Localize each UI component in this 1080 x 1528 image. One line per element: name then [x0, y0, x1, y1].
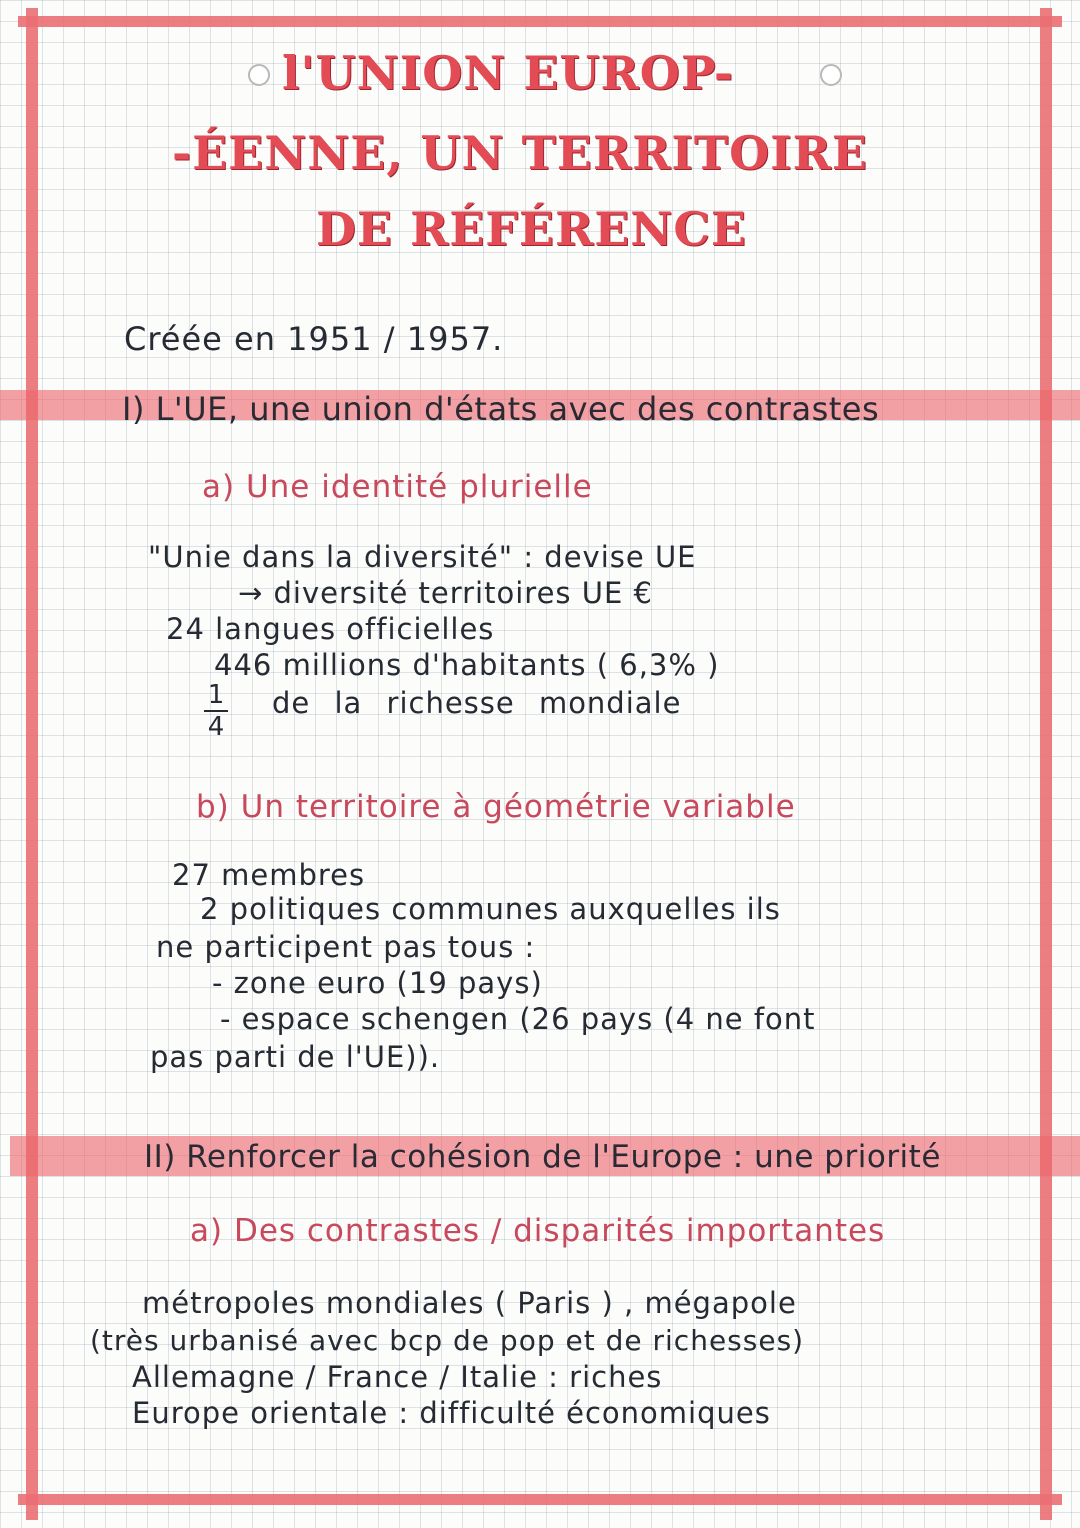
title-line-2: -ÉENNE, UN TERRITOIRE: [172, 126, 868, 180]
s2a-line-1: métropoles mondiales ( Paris ) , mégapole: [142, 1286, 797, 1320]
section-1-heading: I) L'UE, une union d'états avec des contrastes: [122, 390, 880, 428]
s1a-line-3: 24 langues officielles: [166, 612, 495, 646]
border-left: [26, 8, 38, 1520]
section-2-heading: II) Renforcer la cohésion de l'Europe : une priorité: [144, 1139, 941, 1175]
title-line-3: DE RÉFÉRENCE: [316, 202, 747, 256]
s1a-line-1: "Unie dans la diversité" : devise UE: [148, 540, 697, 574]
s2a-line-3: Allemagne / France / Italie : riches: [132, 1360, 663, 1394]
intro-line: Créée en 1951 / 1957.: [124, 320, 504, 358]
s1b-line-5: - espace schengen (26 pays (4 ne font: [220, 1002, 816, 1036]
hole-punch-right: [820, 64, 842, 86]
s1b-line-1: 27 membres: [172, 858, 366, 892]
s1b-line-3: ne participent pas tous :: [156, 930, 536, 964]
border-right: [1040, 8, 1052, 1520]
s1a-line-4: 446 millions d'habitants ( 6,3% ): [214, 648, 720, 682]
subsection-1b-heading: b) Un territoire à géométrie variable: [196, 789, 796, 825]
border-top: [18, 16, 1062, 27]
s1a-line-5: de la richesse mondiale: [272, 686, 682, 720]
s1a-line-2: → diversité territoires UE €: [238, 576, 653, 610]
fraction-numerator: 1: [207, 680, 225, 710]
hole-punch-left: [248, 64, 270, 86]
s1b-line-4: - zone euro (19 pays): [212, 966, 543, 1000]
fraction-denominator: 4: [207, 712, 225, 742]
title-line-1: l'UNION EUROP-: [282, 46, 735, 100]
s2a-line-2: (très urbanisé avec bcp de pop et de richesses): [90, 1324, 805, 1357]
s2a-line-4: Europe orientale : difficulté économiques: [132, 1396, 771, 1430]
s1b-line-6: pas parti de l'UE)).: [150, 1040, 441, 1074]
subsection-2a-heading: a) Des contrastes / disparités importantes: [190, 1213, 886, 1249]
s1b-line-2: 2 politiques communes auxquelles ils: [200, 892, 781, 926]
fraction-one-quarter: [204, 682, 228, 740]
subsection-1a-heading: a) Une identité plurielle: [202, 469, 593, 505]
border-bottom: [18, 1494, 1062, 1505]
